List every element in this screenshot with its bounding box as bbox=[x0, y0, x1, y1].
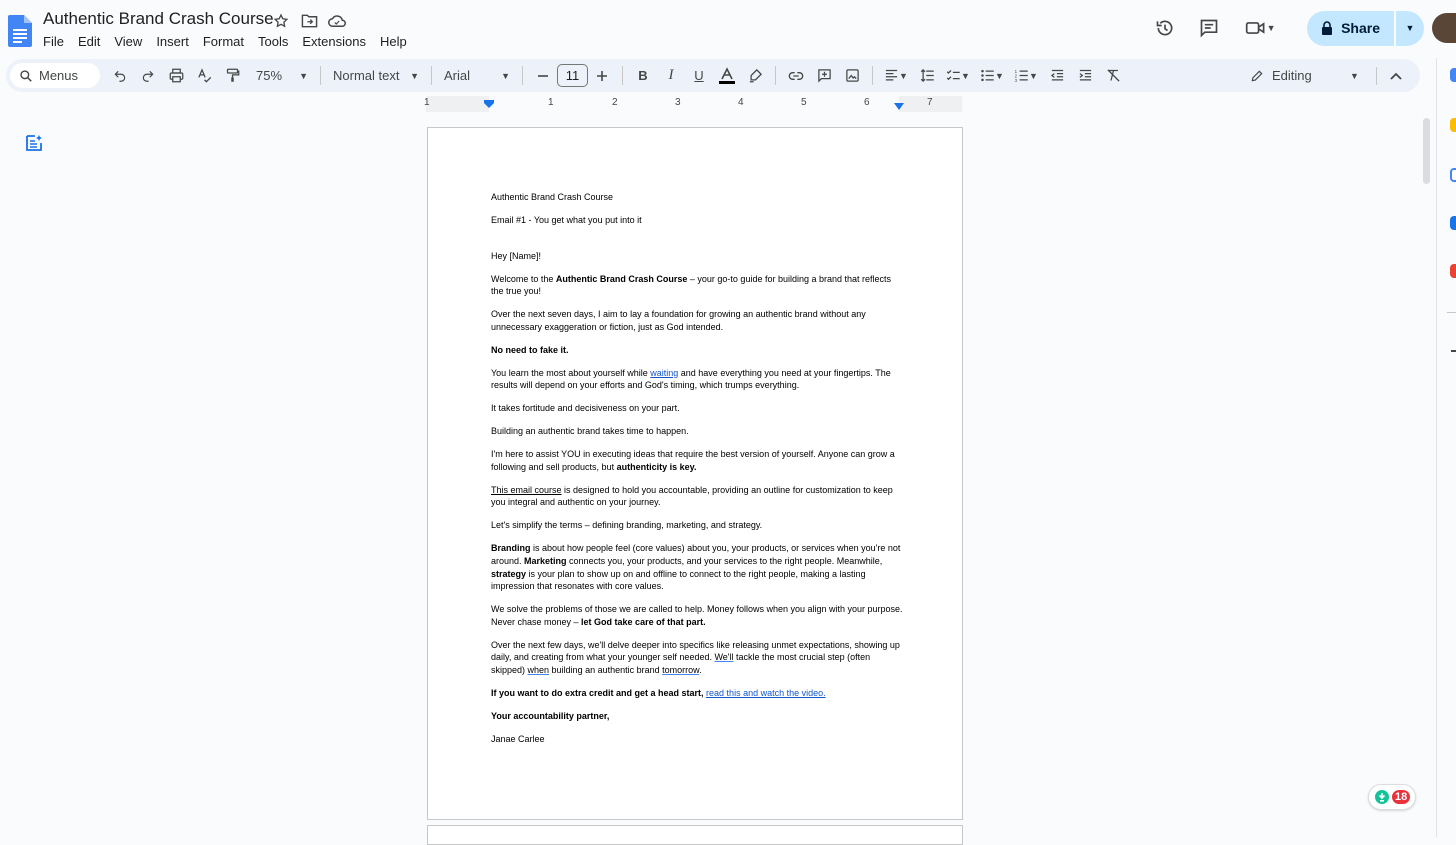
add-comment-icon[interactable] bbox=[810, 62, 838, 90]
waiting-link[interactable]: waiting bbox=[650, 367, 679, 378]
font-caret-icon: ▼ bbox=[501, 70, 510, 81]
hide-menus-icon[interactable] bbox=[1384, 64, 1408, 88]
text-run: – your go-to guide for building a brand that reflects the true you! bbox=[491, 273, 892, 297]
numbered-caret-icon: ▼ bbox=[1029, 70, 1038, 81]
text-run: is about how people feel (core values) about you, your products, or services when you're not around. bbox=[491, 543, 901, 566]
calendar-app-icon[interactable] bbox=[1450, 68, 1456, 82]
highlight-color-icon[interactable] bbox=[741, 62, 769, 90]
text-run-bold: Your accountability partner, bbox=[491, 710, 610, 721]
text-run: . bbox=[699, 664, 702, 675]
docs-logo-icon[interactable] bbox=[8, 15, 32, 47]
menu-help[interactable]: Help bbox=[379, 34, 407, 49]
text-run-bold: authenticity is key. bbox=[616, 461, 697, 472]
text-run: I'm here to assist YOU in executing ideas that require the best version of yourself. Anyone can grow a following and sell products, but bbox=[491, 449, 895, 472]
keep-app-icon[interactable] bbox=[1450, 118, 1456, 132]
paragraph bbox=[491, 484, 903, 509]
text-color-icon[interactable] bbox=[713, 62, 741, 90]
right-indent-marker-icon[interactable] bbox=[893, 103, 905, 111]
avatar[interactable] bbox=[1432, 13, 1456, 43]
side-apps-rail bbox=[1436, 58, 1456, 837]
paragraph bbox=[491, 367, 903, 392]
menu-file[interactable]: File bbox=[43, 34, 64, 49]
add-app-icon[interactable] bbox=[1451, 350, 1456, 352]
menu-extensions[interactable]: Extensions bbox=[302, 34, 366, 49]
zoom-value: 75% bbox=[256, 68, 283, 83]
text-run: Over the next few days, we'll delve deeper into specifics like releasing unmet expectations, showing up daily, and creating from what your younger self needed. bbox=[491, 639, 900, 663]
paragraph bbox=[491, 710, 903, 723]
svg-text:3: 3 bbox=[1014, 77, 1018, 83]
menu-edit[interactable]: Edit bbox=[77, 34, 101, 49]
document-page-next[interactable] bbox=[427, 825, 963, 845]
horizontal-ruler[interactable] bbox=[0, 96, 1420, 114]
italic-icon[interactable]: I bbox=[668, 67, 674, 83]
toolbar bbox=[6, 59, 1420, 92]
doc-heading: Authentic Brand Crash Course bbox=[491, 192, 614, 202]
bullet-caret-icon: ▼ bbox=[995, 70, 1004, 81]
document-page[interactable] bbox=[427, 127, 963, 820]
menus-search-input[interactable] bbox=[10, 63, 100, 88]
document-title[interactable]: Authentic Brand Crash Course bbox=[43, 9, 274, 28]
text-run: Welcome to the bbox=[491, 273, 556, 284]
toolbar-divider bbox=[431, 66, 432, 85]
paragraph bbox=[491, 603, 903, 628]
share-button[interactable] bbox=[1307, 11, 1394, 46]
paragraph bbox=[491, 344, 903, 357]
text-run: tackle the most crucial step (often skipped) bbox=[491, 652, 871, 675]
svg-text:1: 1 bbox=[1014, 69, 1018, 74]
checklist-icon[interactable] bbox=[941, 62, 975, 90]
grammar-suggestion[interactable]: when bbox=[527, 664, 550, 675]
ruler-number: 5 bbox=[801, 97, 807, 108]
maps-app-icon[interactable] bbox=[1450, 264, 1456, 278]
text-run-bold: No need to fake it. bbox=[491, 344, 569, 355]
text-run: and have everything you need at your fingertips. The results will depend on your efforts and God's timing, which trumps everything. bbox=[491, 367, 891, 391]
style-caret-icon: ▼ bbox=[410, 70, 419, 81]
lock-icon bbox=[1321, 21, 1333, 35]
menu-bar bbox=[36, 32, 414, 51]
clear-formatting-icon[interactable] bbox=[1099, 62, 1127, 90]
menu-insert[interactable]: Insert bbox=[156, 34, 189, 49]
text-run-bold: If you want to do extra credit and get a head start, bbox=[491, 687, 707, 698]
spellcheck-icon[interactable] bbox=[190, 62, 218, 90]
align-left-icon[interactable] bbox=[879, 62, 913, 90]
insert-link-icon[interactable] bbox=[782, 62, 810, 90]
search-icon bbox=[19, 69, 33, 83]
text-run: is designed to hold you accountable, providing an outline for customization to keep you integral and authentic on your journey. bbox=[491, 484, 893, 508]
toolbar-divider bbox=[872, 66, 873, 85]
rail-divider bbox=[1447, 312, 1456, 313]
ruler-number: 6 bbox=[864, 97, 870, 108]
text-run: You learn the most about yourself while bbox=[491, 367, 651, 378]
ruler-number: 1 bbox=[424, 97, 430, 108]
move-folder-icon[interactable] bbox=[300, 12, 318, 30]
document-outline-icon[interactable] bbox=[24, 133, 44, 153]
paragraph: Let's simplify the terms – defining branding, marketing, and strategy. bbox=[491, 520, 763, 531]
insert-image-icon[interactable] bbox=[838, 62, 866, 90]
top-bar bbox=[0, 0, 1456, 58]
paragraph bbox=[491, 542, 903, 592]
pencil-icon bbox=[1250, 69, 1264, 83]
ruler-number: 2 bbox=[612, 97, 618, 108]
comments-icon[interactable] bbox=[1189, 10, 1229, 46]
toolbar-divider bbox=[622, 66, 623, 85]
style-select[interactable] bbox=[327, 64, 425, 88]
vertical-scrollbar[interactable] bbox=[1420, 114, 1436, 837]
numbered-list-icon[interactable] bbox=[1009, 62, 1043, 90]
text-run: We solve the problems of those we are called to help. Money follows when you align with your purpose. Never chase money – bbox=[491, 604, 903, 627]
ruler-number: 3 bbox=[675, 97, 681, 108]
paint-format-icon[interactable] bbox=[218, 62, 246, 90]
font-value: Arial bbox=[444, 68, 471, 83]
video-link[interactable]: read this and watch the video. bbox=[706, 687, 826, 698]
paragraph bbox=[491, 448, 903, 473]
text-run: connects you, your products, and your services to the right people. Meanwhile, bbox=[566, 555, 883, 566]
share-label: Share bbox=[1341, 20, 1380, 36]
svg-text:2: 2 bbox=[1014, 73, 1018, 79]
paragraph: It takes fortitude and decisiveness on your part. bbox=[491, 403, 680, 414]
suggestion-count: 18 bbox=[1392, 790, 1410, 804]
greeting: Hey [Name]! bbox=[491, 250, 542, 261]
paragraph bbox=[491, 639, 903, 677]
meet-dropdown-icon: ▼ bbox=[1266, 23, 1276, 33]
checklist-caret-icon: ▼ bbox=[961, 70, 970, 81]
bulleted-list-icon[interactable] bbox=[975, 62, 1009, 90]
ruler-number: 7 bbox=[927, 97, 933, 108]
signature: Janae Carlee bbox=[491, 733, 545, 744]
grammar-suggestion[interactable]: tomorrow bbox=[662, 664, 700, 675]
paragraph bbox=[491, 273, 903, 298]
ruler-margin-left bbox=[426, 96, 489, 112]
increase-font-size-icon[interactable] bbox=[588, 62, 616, 90]
ruler-track bbox=[426, 96, 962, 112]
toolbar-divider bbox=[1376, 67, 1377, 85]
text-run-bold: strategy bbox=[491, 568, 527, 579]
chevron-down-icon: ▼ bbox=[1405, 23, 1415, 33]
meet-button[interactable] bbox=[1235, 10, 1285, 46]
font-select[interactable] bbox=[438, 64, 516, 88]
ruler-number: 4 bbox=[738, 97, 744, 108]
underline-icon[interactable]: U bbox=[694, 68, 704, 83]
email-title: Email #1 - You get what you put into it bbox=[491, 214, 642, 225]
editing-mode-label: Editing bbox=[1272, 68, 1312, 83]
text-run: is your plan to show up on and offline to connect to the right people, making a lasting impression that resonates with core values. bbox=[491, 568, 866, 592]
text-run-bold: let God take care of that part. bbox=[581, 616, 706, 627]
undo-icon[interactable] bbox=[106, 62, 134, 90]
menus-search-label: Menus bbox=[39, 68, 79, 83]
star-icon[interactable] bbox=[272, 12, 290, 30]
redo-icon[interactable] bbox=[134, 62, 162, 90]
menu-tools[interactable]: Tools bbox=[258, 34, 289, 49]
font-size-input[interactable]: 11 bbox=[557, 64, 588, 87]
bold-icon[interactable]: B bbox=[638, 68, 648, 83]
paragraph bbox=[491, 687, 903, 700]
style-value: Normal text bbox=[333, 68, 400, 83]
paragraph: Over the next seven days, I aim to lay a foundation for growing an authentic brand without any unnecessary exaggeration or fiction, just as God intended. bbox=[491, 309, 866, 332]
toolbar-divider bbox=[522, 66, 523, 85]
left-indent-marker-icon[interactable] bbox=[483, 100, 495, 109]
text-run-underlined: This email course bbox=[491, 484, 562, 495]
menu-view[interactable]: View bbox=[114, 34, 143, 49]
zoom-caret-icon: ▼ bbox=[299, 70, 308, 81]
grammarly-badge[interactable] bbox=[1368, 784, 1416, 810]
menu-format[interactable]: Format bbox=[202, 34, 244, 49]
contacts-app-icon[interactable] bbox=[1450, 216, 1456, 230]
version-history-icon[interactable] bbox=[1145, 10, 1185, 46]
editing-caret-icon: ▼ bbox=[1350, 70, 1359, 81]
text-run-bold: Authentic Brand Crash Course bbox=[555, 273, 688, 284]
text-run-bold: Branding bbox=[491, 543, 531, 554]
lightbulb-icon bbox=[1374, 789, 1390, 805]
print-icon[interactable] bbox=[162, 62, 190, 90]
toolbar-divider bbox=[775, 66, 776, 85]
paragraph: Building an authentic brand takes time to happen. bbox=[491, 426, 689, 437]
decrease-indent-icon[interactable] bbox=[1043, 62, 1071, 90]
increase-indent-icon[interactable] bbox=[1071, 62, 1099, 90]
text-run-bold: Marketing bbox=[524, 555, 567, 566]
grammar-suggestion[interactable]: We'll bbox=[714, 652, 734, 663]
scroll-thumb[interactable] bbox=[1423, 118, 1430, 184]
share-dropdown-button[interactable] bbox=[1396, 11, 1424, 46]
editing-mode-select[interactable] bbox=[1244, 63, 1364, 88]
text-run: building an authentic brand bbox=[549, 664, 663, 675]
zoom-select[interactable] bbox=[250, 64, 314, 88]
align-caret-icon: ▼ bbox=[899, 70, 908, 81]
line-spacing-icon[interactable] bbox=[913, 62, 941, 90]
toolbar-divider bbox=[320, 66, 321, 85]
ruler-number: 1 bbox=[548, 97, 554, 108]
document-body[interactable] bbox=[491, 191, 903, 756]
decrease-font-size-icon[interactable] bbox=[529, 62, 557, 90]
cloud-status-icon[interactable] bbox=[328, 12, 346, 30]
tasks-app-icon[interactable] bbox=[1450, 168, 1456, 182]
